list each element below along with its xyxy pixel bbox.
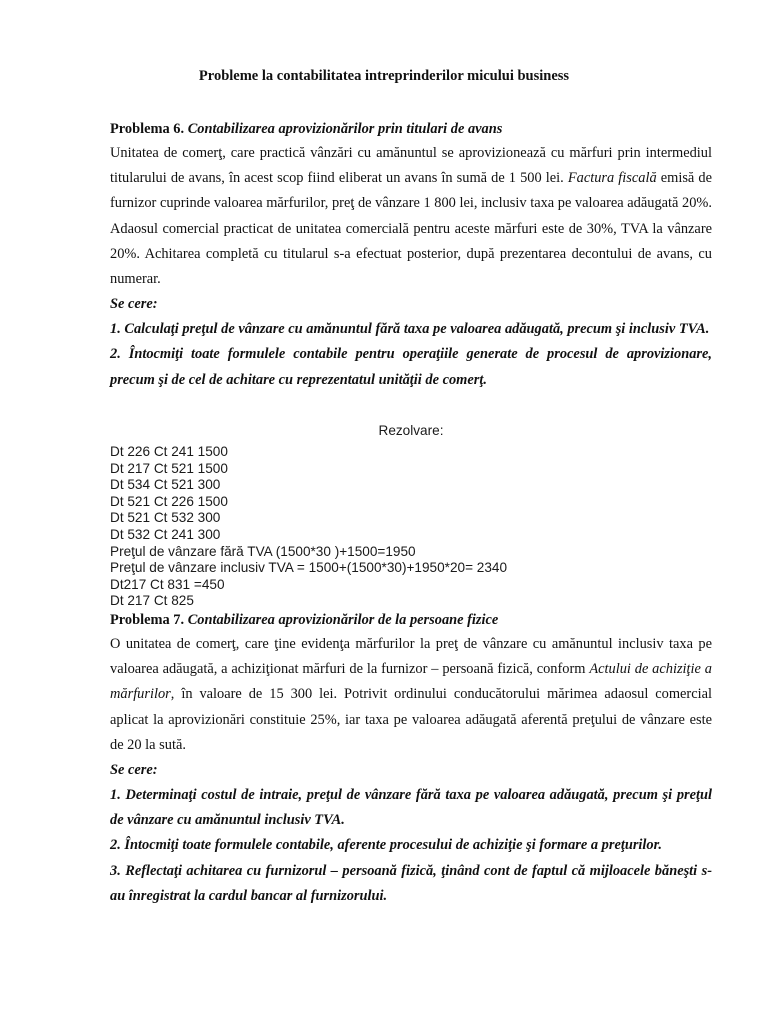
journal-entry: Dt 521 Ct 226 1500 [110, 493, 228, 509]
journal-entries [110, 444, 712, 610]
journal-entry: Dt 226 Ct 241 1500 [110, 444, 228, 459]
problem-6-number: Problema 6. [110, 121, 185, 137]
problem-6-solution [110, 421, 712, 610]
problem-6-requirements-label: Se cere: [110, 296, 158, 313]
problem-6-heading [110, 119, 712, 139]
problem-7-number: Problema 7. [110, 612, 185, 628]
price-calculation: Preţul de vânzare inclusiv TVA = 1500+(1500*30)+1950*20= 2340 [110, 560, 508, 576]
problem-7-heading [110, 610, 712, 630]
problem-6-requirement-2: 2. Întocmiţi toate formulele contabile pentru operaţiile generate de procesul de aprovizionare, precum şi de cel de achitare cu reprezentatul unităţii de comerţ. [110, 346, 712, 388]
price-calculation: Preţul de vânzare fără TVA (1500*30 )+1500=1950 [110, 543, 416, 559]
problem-7-requirements-label: Se cere: [110, 762, 158, 779]
problem-7-statement: O unitatea de comerţ, care ţine evidenţa mărfurilor la preţ de vânzare cu amănuntul inclusiv taxa pe valoarea adăugată, a achiziţionat mărfuri de la furnizor – persoană fizică, conform Actului de achiziţie a mărfurilor, în valoare de 15 300 lei. Potrivit ordinului conducătorului mărimea adaosul comercial aplicat la aprovizionări constituie 25%, iar taxa pe valoarea adăugată aferentă preţului de vânzare este de 20 la sută. [110, 636, 712, 753]
journal-entry: Dt 534 Ct 521 300 [110, 477, 221, 493]
problem-6-section [110, 119, 712, 393]
journal-entry: Dt 521 Ct 532 300 [110, 510, 221, 526]
document-title: Probleme la contabilitatea intreprinderilor micului business [198, 68, 570, 84]
problem-6-statement: Unitatea de comerţ, care practică vânzări cu amănuntul se aprovizionează cu mărfuri prin intermediul titularului de avans, în acest scop fiind eliberat un avans în sumă de 1 500 lei. Factura fiscală emisă de furnizor cuprinde valoarea mărfurilor, preţ de vânzare 1 800 lei, inclusiv taxa pe valoarea adăugată 20%. Adaosul comercial practicat de unitatea comercială pentru aceste mărfuri este de 30%, TVA la vânzare 20%. Achitarea completă cu titularul s-a efectuat posterior, după prezentarea decontului de avans, cu numerar. [110, 145, 712, 288]
journal-entry: Dt217 Ct 831 =450 [110, 576, 225, 592]
problem-6-requirement-1: 1. Calculaţi preţul de vânzare cu amănuntul fără taxa pe valoarea adăugată, precum şi inclusiv TVA. [110, 321, 710, 338]
solution-label: Rezolvare: [378, 423, 444, 438]
journal-entry: Dt 217 Ct 521 1500 [110, 460, 228, 476]
problem-7-requirement-2: 2. Întocmiţi toate formulele contabile, aferente procesului de achiziţie şi formare a preţurilor. [110, 837, 663, 854]
problem-7-requirement-1: 1. Determinaţi costul de intraie, preţul de vânzare fără taxa pe valoarea adăugată, precum şi preţul de vânzare cu amănuntul inclusiv TVA. [110, 787, 712, 829]
journal-entry: Dt 532 Ct 241 300 [110, 526, 221, 542]
problem-6-title: Contabilizarea aprovizionărilor prin titulari de avans [187, 121, 503, 137]
problem-6-document-name: Factura fiscală [567, 170, 657, 187]
problem-7-section [110, 610, 712, 909]
problem-7-document-name: Actului de achiziţie a mărfurilor [110, 661, 712, 703]
problem-7-requirement-3: 3. Reflectaţi achitarea cu furnizorul – persoană fizică, ţinând cont de faptul că mijloacele băneşti s-au înregistrat la cardul bancar al furnizorului. [110, 862, 712, 904]
problem-7-title: Contabilizarea aprovizionărilor de la persoane fizice [187, 612, 499, 628]
journal-entry: Dt 217 Ct 825 [110, 593, 194, 609]
